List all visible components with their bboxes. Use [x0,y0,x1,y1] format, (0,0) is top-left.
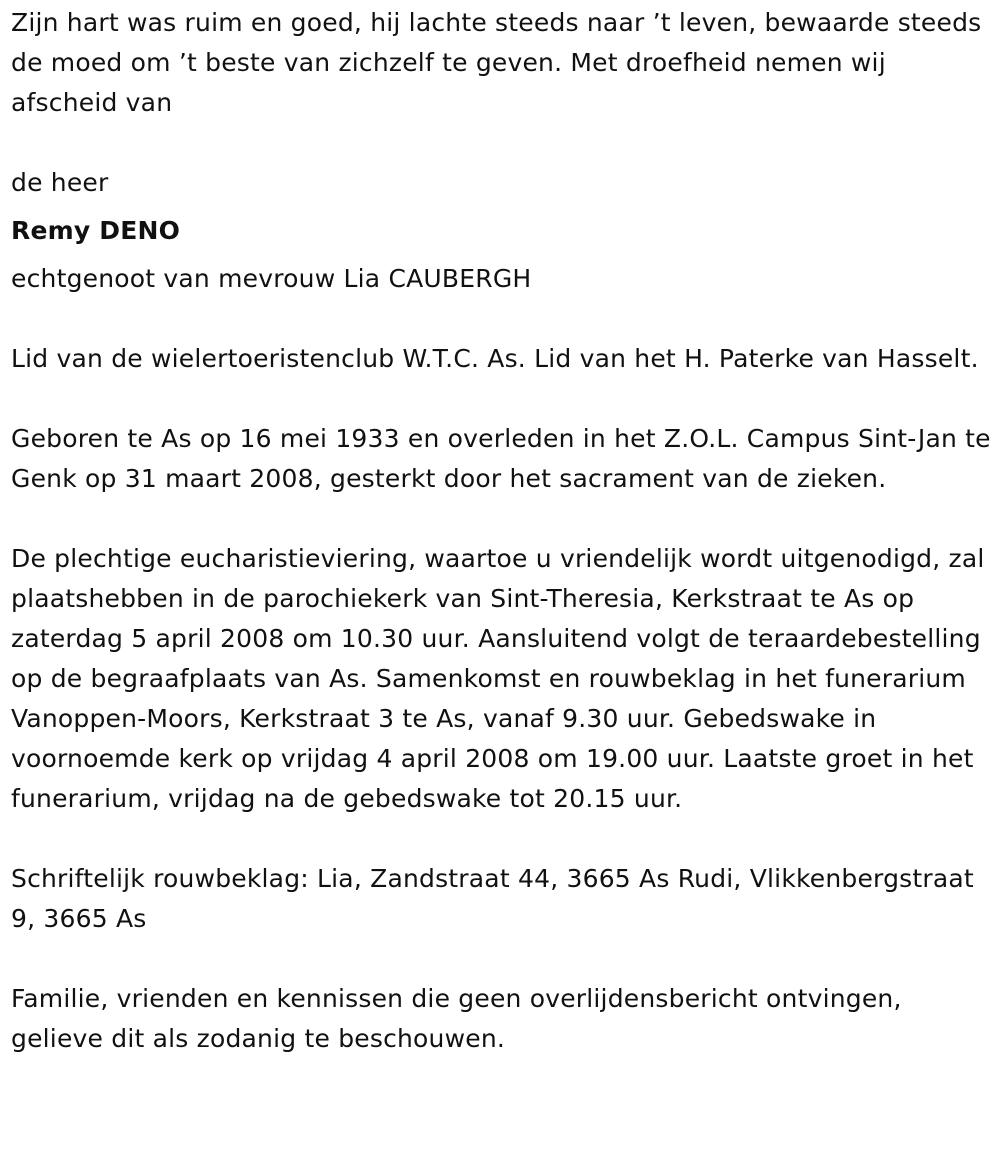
intro-paragraph: Zijn hart was ruim en goed, hij lachte steeds naar ’t leven, bewaarde steeds de moed om ’t beste van zichzelf te geven. Met droefheid nemen wij afscheid van [11,8,982,117]
spouse-line: echtgenoot van mevrouw Lia CAUBERGH [11,264,532,293]
ceremony-paragraph: De plechtige eucharistieviering, waartoe u vriendelijk wordt uitgenodigd, zal plaatshebben in de parochiekerk van Sint-Theresia, Kerkstraat te As op zaterdag 5 april 2008 om 10.30 uur. Aansluitend volgt de teraardebestelling op de begraafplaats van As. Samenkomst en rouwbeklag in het funerarium Vanoppen-Moors, Kerkstraat 3 te As, vanaf 9.30 uur. Gebedswake in voornoemde kerk op vrijdag 4 april 2008 om 19.00 uur. Laatste groet in het funerarium, vrijdag na de gebedswake tot 20.15 uur. [11,544,985,813]
deceased-name: Remy DENO [11,216,181,245]
birth-death-paragraph: Geboren te As op 16 mei 1933 en overleden in het Z.O.L. Campus Sint-Jan te Genk op 31 maart 2008, gesterkt door het sacrament van de zieken. [11,424,991,493]
closing-paragraph: Familie, vrienden en kennissen die geen overlijdensbericht ontvingen, gelieve dit als zodanig te beschouwen. [11,984,902,1053]
salutation: de heer [11,168,109,197]
obituary-notice [11,3,996,1059]
membership-paragraph: Lid van de wielertoeristenclub W.T.C. As. Lid van het H. Paterke van Hasselt. [11,344,979,373]
condolences-paragraph: Schriftelijk rouwbeklag: Lia, Zandstraat 44, 3665 As Rudi, Vlikkenbergstraat 9, 3665 As [11,864,974,933]
